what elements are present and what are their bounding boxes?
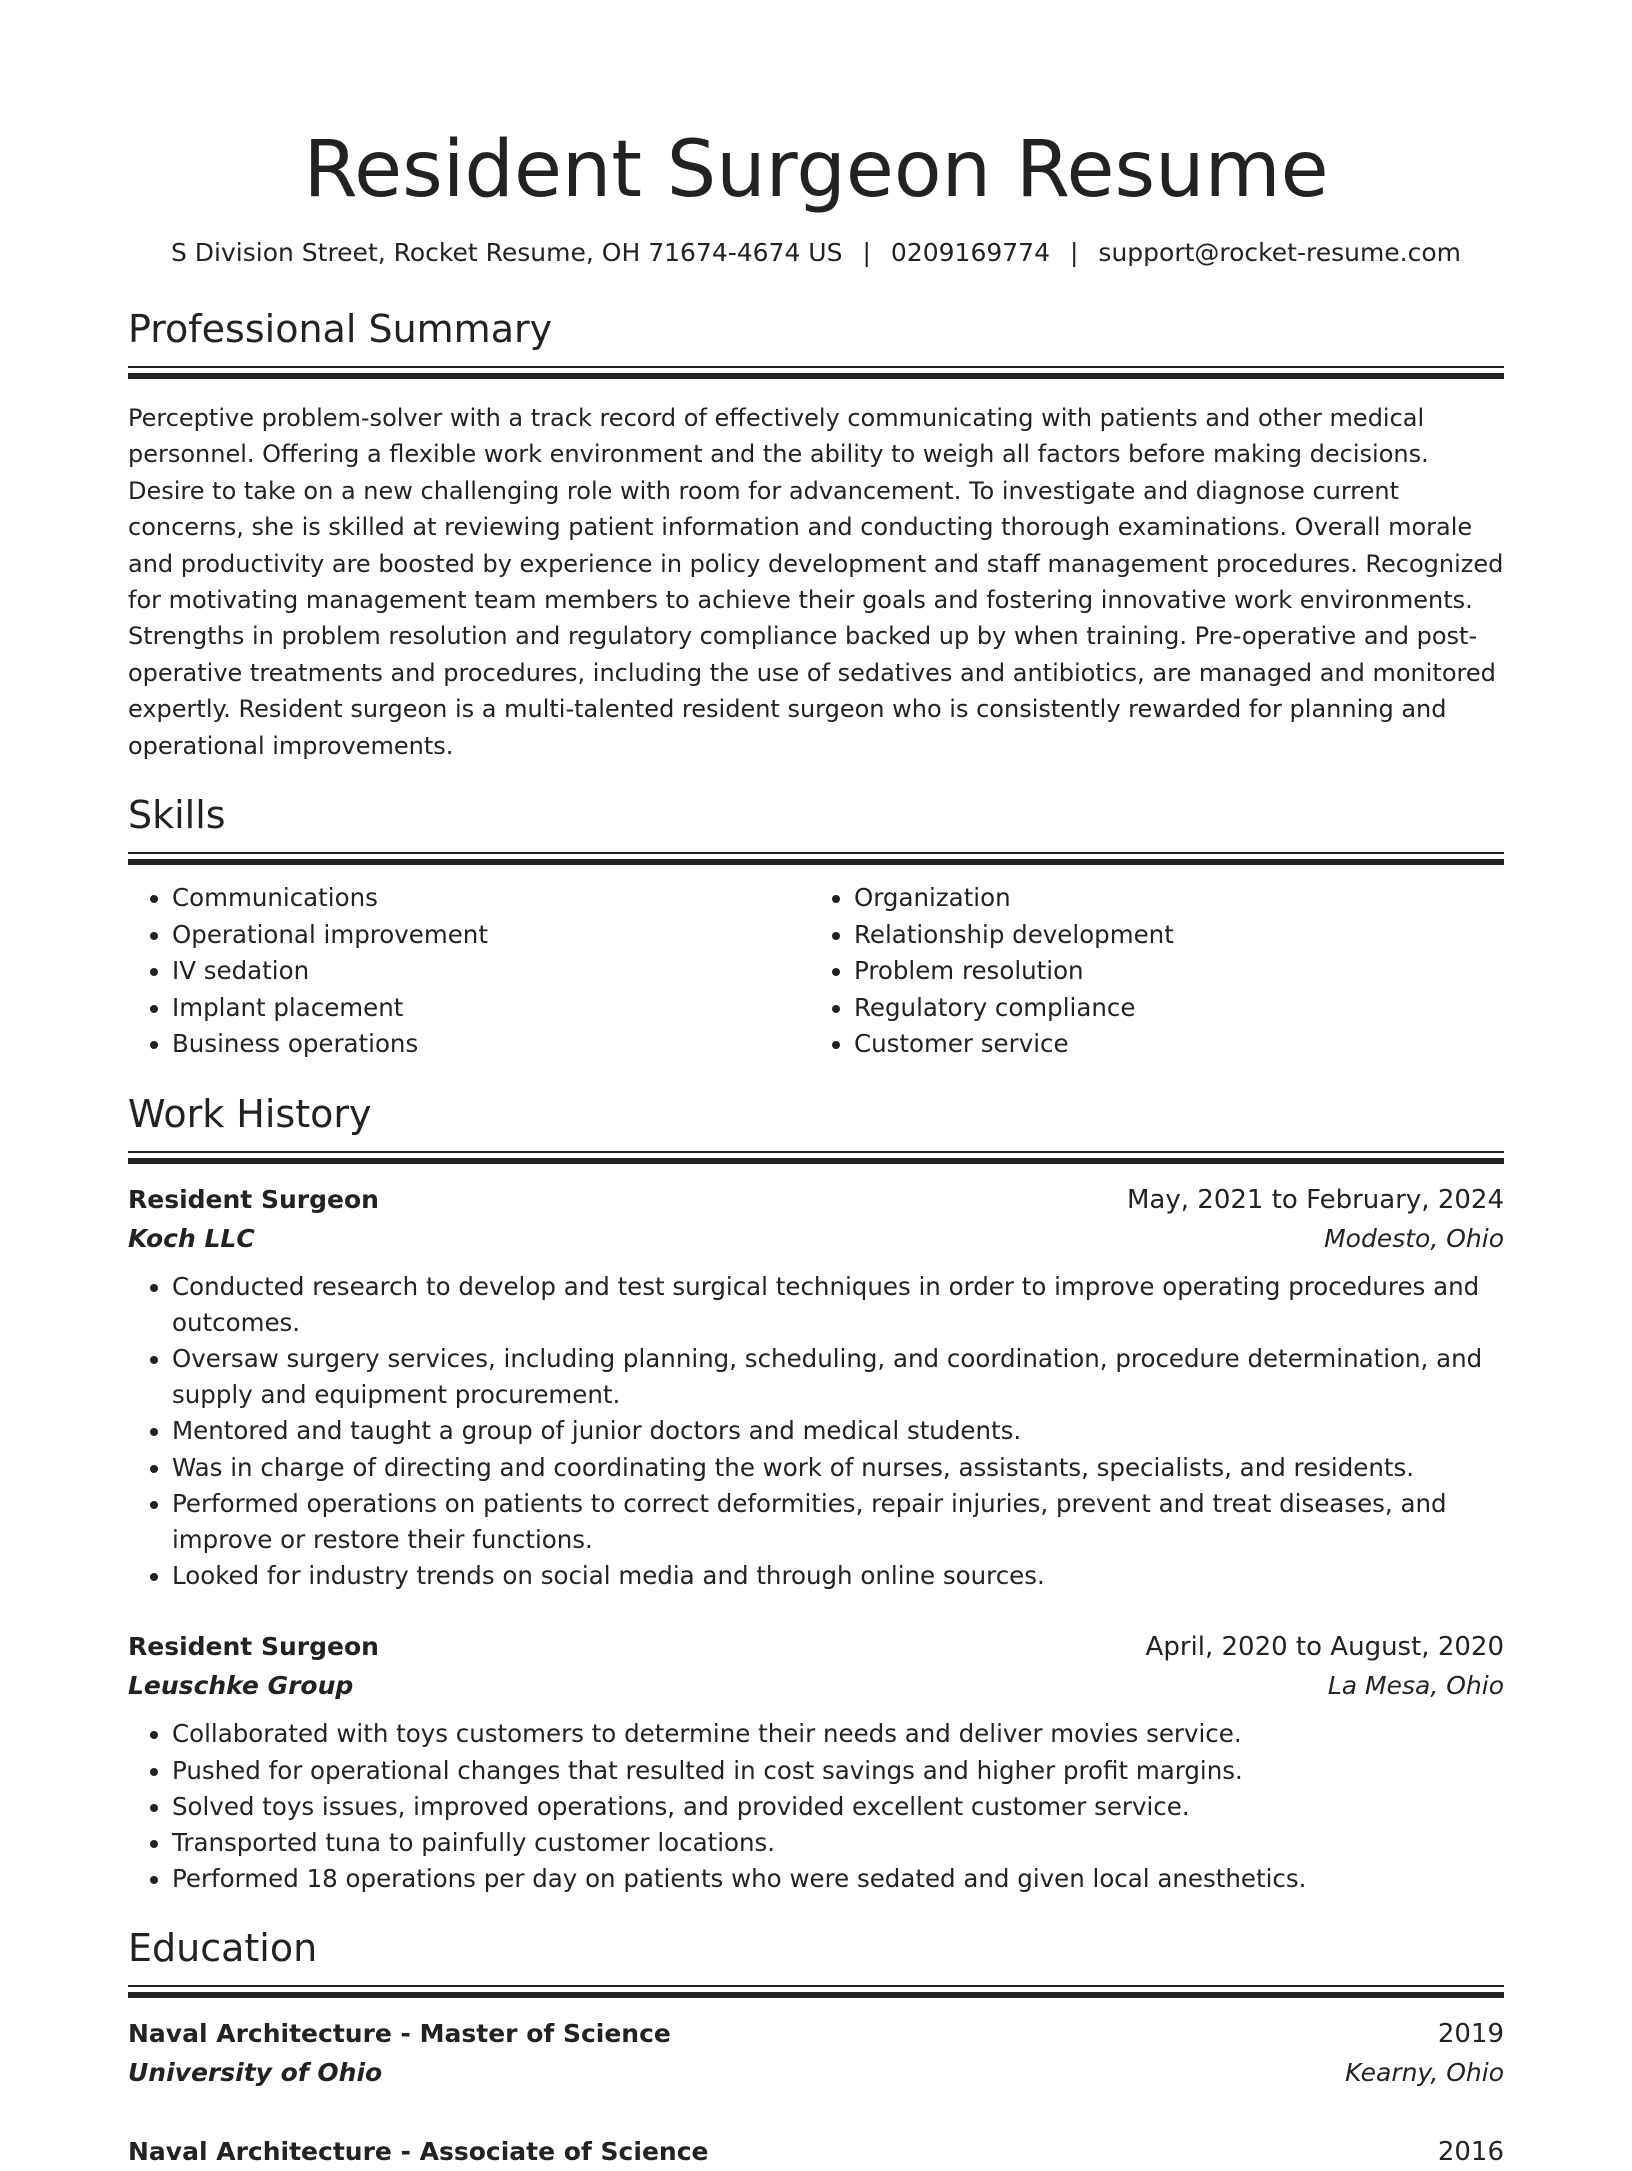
job-bullet: • Was in charge of directing and coordinating the work of nurses, assistants, specialists, and residents. (172, 1450, 1504, 1486)
job-location: La Mesa, Ohio (1327, 1671, 1504, 1701)
job-bullet: • Mentored and taught a group of junior doctors and medical students. (172, 1413, 1504, 1449)
skill-item: • Business operations (172, 1026, 806, 1063)
job-bullets (128, 1716, 1504, 1897)
resume-page (128, 0, 1504, 2171)
education-school: University of Ohio (128, 2058, 383, 2088)
job-location: Modesto, Ohio (1324, 1223, 1504, 1253)
section-divider (128, 366, 1504, 380)
skill-item: • Problem resolution (854, 953, 1488, 990)
skill-item: • Relationship development (854, 917, 1488, 954)
section-title-skills: Skills (128, 793, 226, 838)
education-year: 2016 (1437, 2137, 1504, 2168)
job-company: Leuschke Group (128, 1671, 354, 1701)
skill-item: • Implant placement (172, 990, 806, 1027)
job-bullet: • Pushed for operational changes that resulted in cost savings and higher profit margins. (172, 1753, 1504, 1789)
job-bullet: • Performed 18 operations per day on patients who were sedated and given local anesthetics. (172, 1861, 1504, 1897)
skills-list (128, 880, 1504, 1063)
job-dates: April, 2020 to August, 2020 (1145, 1632, 1504, 1663)
job-bullet: • Oversaw surgery services, including planning, scheduling, and coordination, procedure determination, and supply and equipment procurement. (172, 1341, 1504, 1413)
skill-item: • Communications (172, 880, 806, 917)
education-location: Kearny, Ohio (1345, 2058, 1504, 2088)
contact-address: S Division Street, Rocket Resume, OH 71674-4674 US (170, 238, 843, 267)
job-bullet: • Performed operations on patients to correct deformities, repair injuries, prevent and treat diseases, and improve or restore their functions. (172, 1486, 1504, 1558)
job-company: Koch LLC (128, 1223, 255, 1253)
job-title: Resident Surgeon (128, 1632, 379, 1662)
education-entry (128, 2133, 1504, 2171)
job-title: Resident Surgeon (128, 1184, 379, 1214)
job-bullet: • Transported tuna to painfully customer locations. (172, 1825, 1504, 1861)
job-entry (128, 1628, 1504, 1897)
skill-item: • Organization (854, 880, 1488, 917)
job-bullet: • Collaborated with toys customers to determine their needs and deliver movies service. (172, 1716, 1504, 1752)
skill-item: • Regulatory compliance (854, 990, 1488, 1027)
skills-column-left (128, 880, 806, 1063)
summary-text: Perceptive problem-solver with a track record of effectively communicating with patients and other medical personnel. Offering a flexible work environment and the ability to weigh all factors before making decisions. Desire to take on a new challenging role with room for advancement. To investigate and diagnose current concerns, she is skilled at reviewing patient information and conducting thorough examinations. Overall morale and productivity are boosted by experience in policy development and staff management procedures. Recognized for motivating management team members to achieve their goals and fostering innovative work environments. Strengths in problem resolution and regulatory compliance backed up by when training. Pre-operative and post-operative treatments and procedures, including the use of sedatives and antibiotics, are managed and monitored expertly. Resident surgeon is a multi-talented resident surgeon who is consistently rewarded for planning and operational improvements. (128, 404, 1504, 760)
section-divider (128, 1985, 1504, 1999)
resume-title: Resident Surgeon Resume (303, 125, 1329, 215)
section-divider (128, 1151, 1504, 1165)
section-title-summary: Professional Summary (128, 307, 553, 351)
education-degree: Naval Architecture - Associate of Science (128, 2137, 709, 2167)
skill-item: • IV sedation (172, 953, 806, 990)
section-title-education: Education (128, 1926, 318, 1971)
skill-item: • Operational improvement (172, 917, 806, 954)
section-divider (128, 852, 1504, 866)
job-bullet: • Looked for industry trends on social media and through online sources. (172, 1558, 1504, 1594)
contact-separator: | (862, 238, 871, 267)
contact-separator: | (1069, 238, 1079, 267)
section-title-work-history: Work History (128, 1091, 372, 1136)
contact-phone: 0209169774 (890, 238, 1050, 267)
education-degree: Naval Architecture - Master of Science (128, 2019, 671, 2049)
job-entry (128, 1181, 1504, 1595)
skills-column-right (806, 880, 1488, 1063)
job-bullets (128, 1269, 1504, 1595)
skill-item: • Customer service (854, 1026, 1488, 1063)
job-bullet: • Conducted research to develop and test surgical techniques in order to improve operating procedures and outcomes. (172, 1269, 1504, 1341)
contact-email[interactable]: support@rocket-resume.com (1098, 238, 1462, 267)
education-year: 2019 (1437, 2019, 1504, 2050)
contact-line (128, 236, 1504, 270)
job-bullet: • Solved toys issues, improved operations, and provided excellent customer service. (172, 1789, 1504, 1825)
education-entry (128, 2015, 1504, 2093)
job-dates: May, 2021 to February, 2024 (1127, 1184, 1504, 1215)
